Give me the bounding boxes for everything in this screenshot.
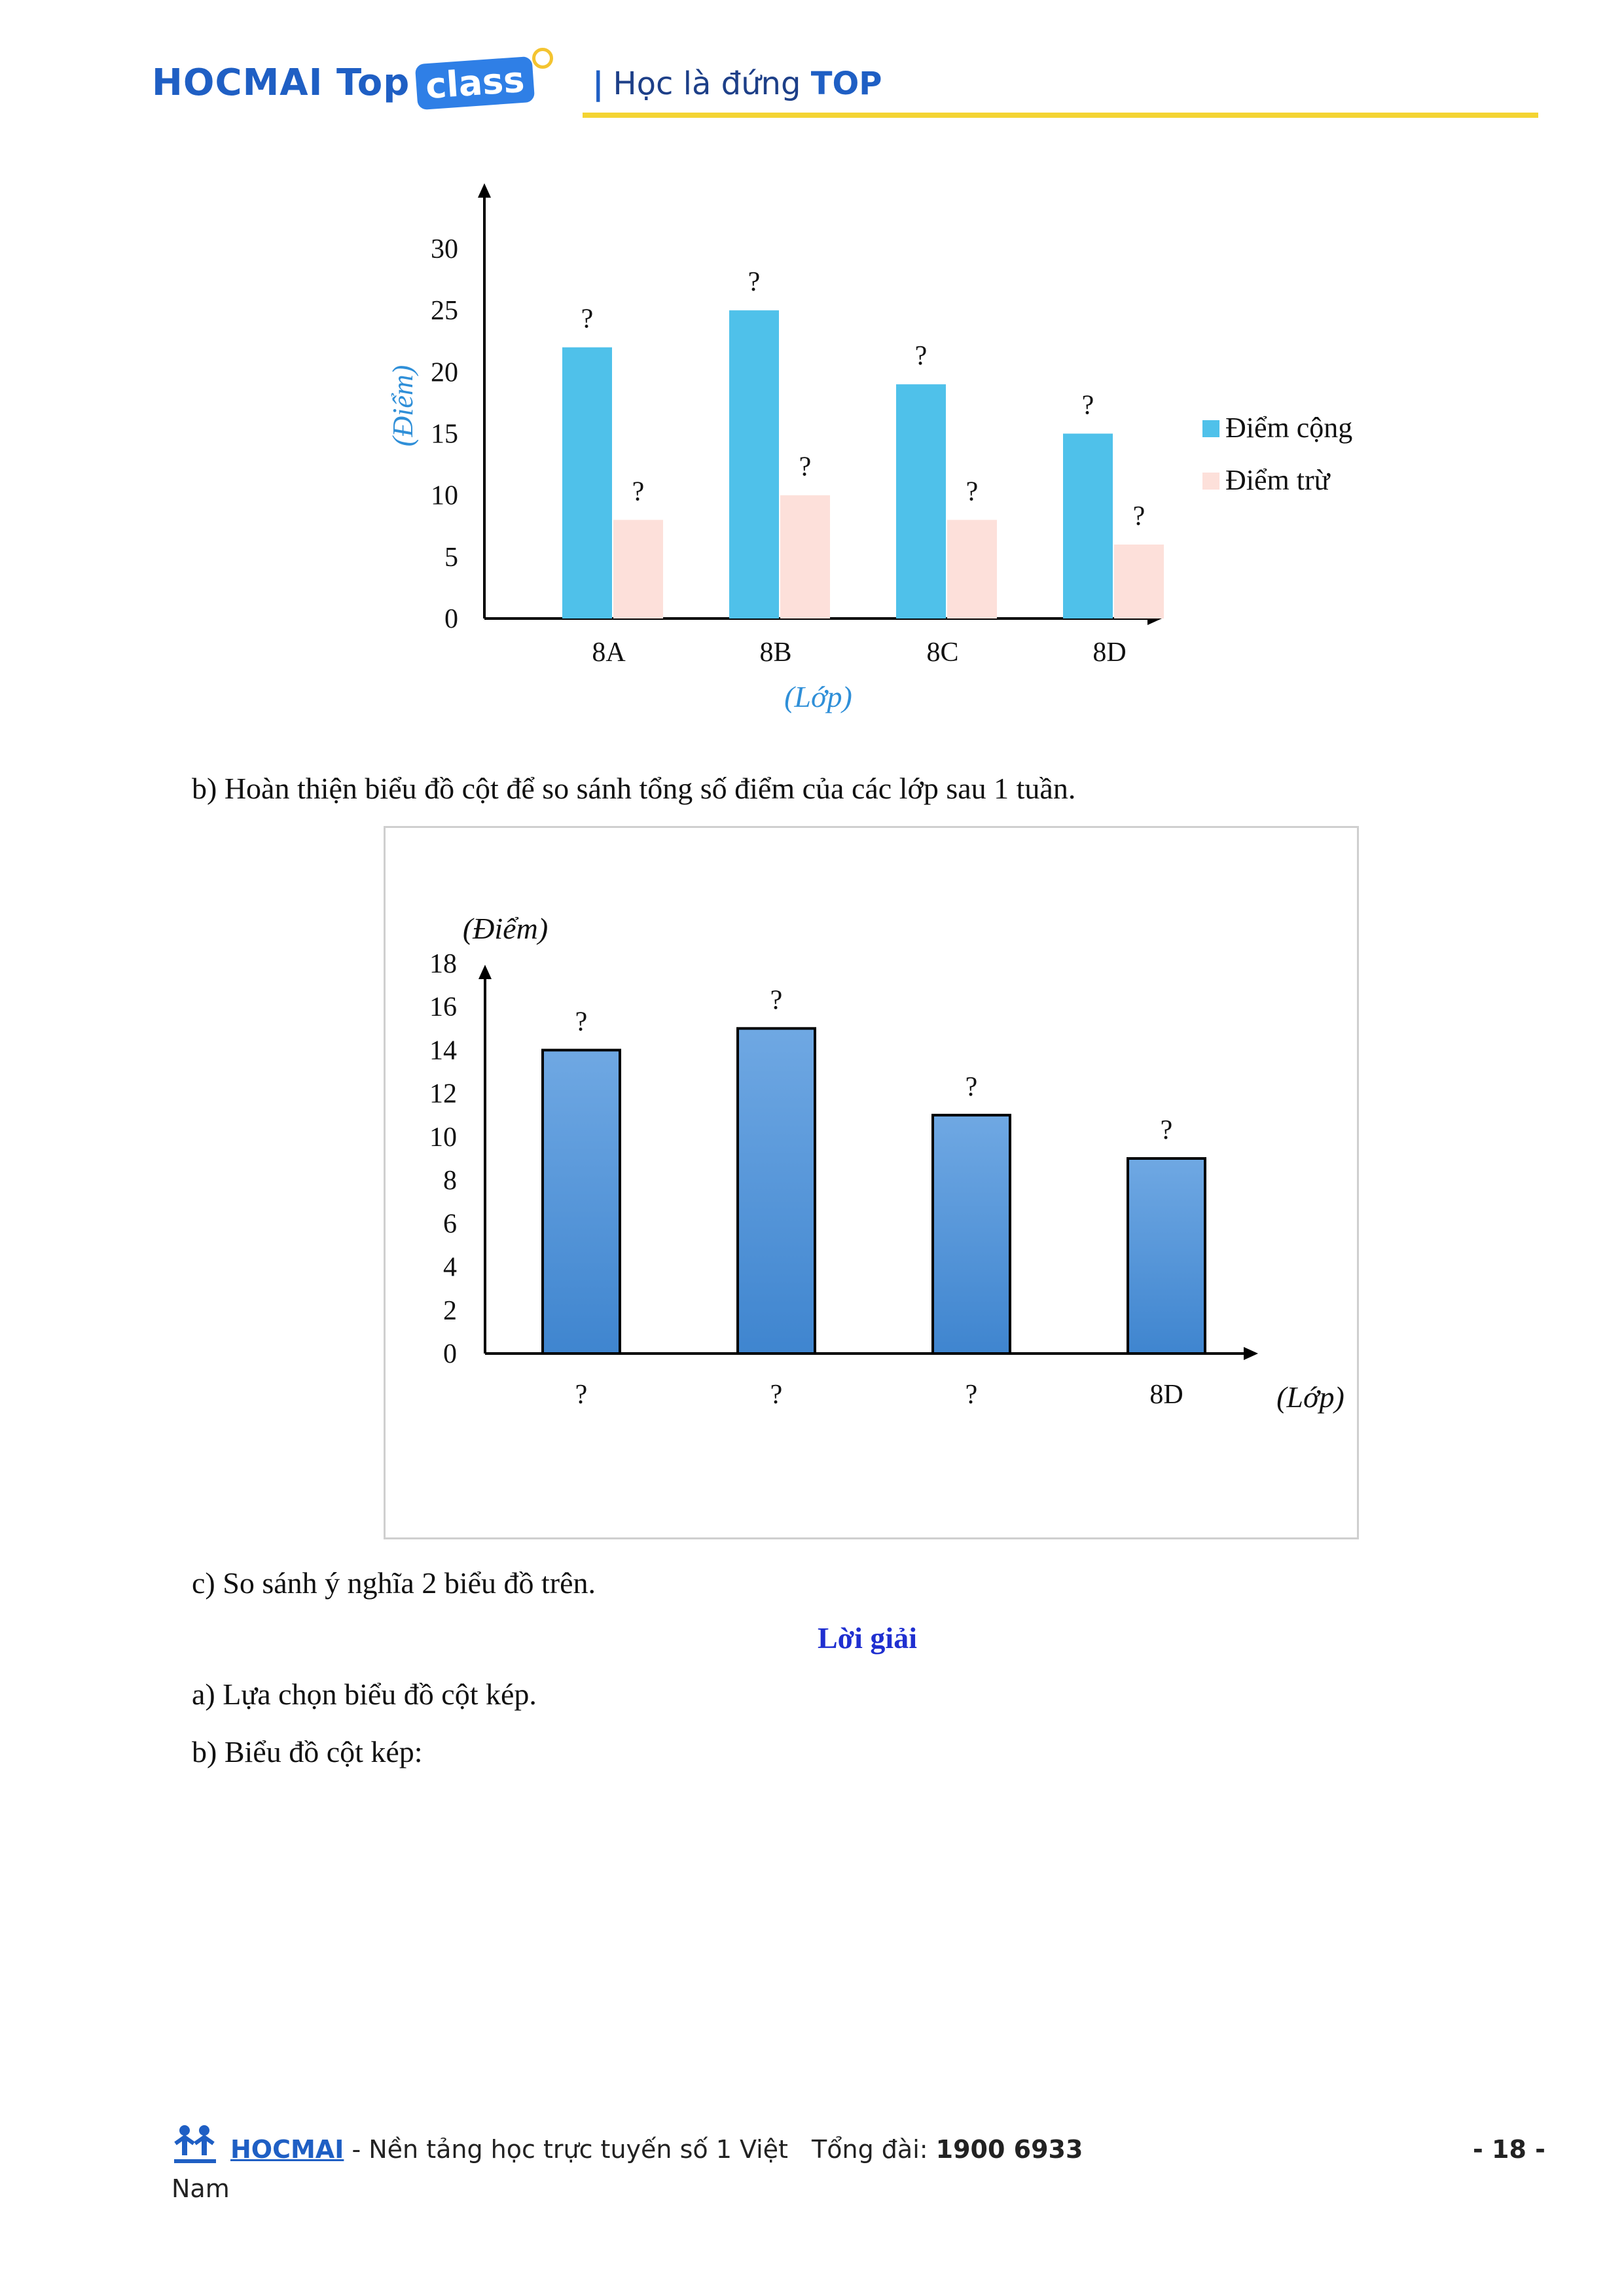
footer-line <box>230 2135 1083 2164</box>
chart1-category-label: 8B <box>759 637 792 668</box>
answer-part-a: a) Lựa chọn biểu đồ cột kép. <box>192 1677 537 1711</box>
chart1-bar-diem-cong <box>729 310 779 619</box>
chart2-y-tick-label: 8 <box>443 1166 457 1196</box>
sun-icon <box>532 48 553 69</box>
chart2-x-label: (Lớp) <box>1276 1380 1344 1414</box>
chart2-category-label: ? <box>965 1380 978 1410</box>
footer-tagline-wrap: Nam <box>171 2174 230 2203</box>
chart2-y-tick-label: 6 <box>443 1209 457 1240</box>
hocmai-footer-icon <box>171 2124 219 2170</box>
legend-swatch-diem-tru <box>1202 473 1219 490</box>
chart1-y-label: (Điểm) <box>387 365 419 447</box>
total-score-bar-chart <box>384 826 1359 1539</box>
chart2-y-label: (Điểm) <box>462 912 549 945</box>
chart1-data-label: ? <box>1132 501 1146 531</box>
legend-label-diem-cong: Điểm cộng <box>1225 412 1353 444</box>
chart2-y-tick-label: 2 <box>443 1295 457 1326</box>
chart2-y-arrow <box>478 965 492 979</box>
chart2-y-tick-label: 14 <box>429 1035 457 1066</box>
chart2-data-label: ? <box>770 985 783 1016</box>
footer-hotline: 1900 6933 <box>935 2135 1083 2164</box>
chart1-data-label: ? <box>632 476 645 507</box>
chart1-bar-diem-tru <box>780 495 830 619</box>
legend-label-diem-tru: Điểm trừ <box>1225 464 1330 496</box>
slogan-top: TOP <box>810 65 882 102</box>
question-part-b: b) Hoàn thiện biểu đồ cột để so sánh tổng số điểm của các lớp sau 1 tuần. <box>192 772 1076 805</box>
chart1-legend <box>1202 412 1352 496</box>
chart2-y-tick-label: 12 <box>429 1079 457 1109</box>
question-part-c: c) So sánh ý nghĩa 2 biểu đồ trên. <box>192 1566 596 1600</box>
chart2-data-label: ? <box>965 1071 978 1102</box>
chart2-bar <box>543 1050 620 1354</box>
legend-swatch-diem-cong <box>1202 420 1219 437</box>
chart2-y-tick-label: 16 <box>429 992 457 1023</box>
chart1-data-label: ? <box>965 476 979 507</box>
chart1-bar-diem-cong <box>562 348 612 619</box>
header-slogan <box>592 65 882 102</box>
solution-title: Lời giải <box>818 1621 917 1655</box>
chart2-y-tick-label: 0 <box>443 1339 457 1369</box>
chart1-y-tick-label: 0 <box>444 604 458 634</box>
answer-part-b: b) Biểu đồ cột kép: <box>192 1735 423 1768</box>
chart1-y-arrow <box>478 183 491 198</box>
chart2-data-label: ? <box>575 1007 588 1037</box>
page-number: - 18 - <box>1473 2135 1545 2164</box>
chart1-bar-diem-tru <box>613 520 663 619</box>
chart2-data-label: ? <box>1160 1115 1173 1145</box>
chart1-y-tick-label: 20 <box>431 357 458 388</box>
chart2-y-tick-label: 10 <box>429 1122 457 1153</box>
chart2-category-label: ? <box>575 1380 588 1410</box>
chart1-bar-diem-cong <box>896 384 946 619</box>
logo-main-text: HOCMAI Top <box>152 62 410 104</box>
chart2-bar <box>738 1028 815 1354</box>
chart1-bar-diem-tru <box>1114 545 1164 619</box>
chart1-y-tick-label: 25 <box>431 296 458 327</box>
chart1-data-label: ? <box>1081 390 1094 421</box>
footer-tagline: - Nền tảng học trực tuyến số 1 Việt <box>344 2135 788 2164</box>
chart1-bar-diem-tru <box>947 520 997 619</box>
chart2-category-label: 8D <box>1149 1380 1183 1410</box>
chart2-bar <box>1128 1158 1205 1354</box>
chart2-category-label: ? <box>770 1380 783 1410</box>
chart1-y-tick-label: 30 <box>431 234 458 264</box>
chart2-y-tick-label: 4 <box>443 1252 457 1283</box>
logo-class-badge: class <box>415 56 535 110</box>
chart1-y-tick-label: 5 <box>444 542 458 573</box>
hocmai-topclass-logo <box>152 60 558 119</box>
chart1-bar-diem-cong <box>1063 434 1113 619</box>
footer-brand-link[interactable]: HOCMAI <box>230 2135 344 2164</box>
chart1-category-label: 8D <box>1092 637 1127 668</box>
slogan-prefix: Học là đứng <box>613 65 801 102</box>
double-bar-chart <box>367 164 1414 726</box>
chart1-x-label: (Lớp) <box>784 680 852 713</box>
footer-hotline-label: Tổng đài: <box>812 2135 928 2164</box>
chart2-bar <box>933 1115 1010 1354</box>
chart1-data-label: ? <box>914 341 928 372</box>
chart1-data-label: ? <box>748 267 761 298</box>
slogan-divider: | <box>592 65 604 102</box>
chart2-y-tick-label: 18 <box>429 949 457 979</box>
chart1-y-tick-label: 10 <box>431 480 458 511</box>
header-underline <box>583 113 1538 118</box>
chart2-x-arrow <box>1244 1347 1258 1360</box>
chart1-data-label: ? <box>581 304 594 334</box>
chart1-category-label: 8C <box>926 637 959 668</box>
chart1-category-label: 8A <box>592 637 626 668</box>
chart1-y-tick-label: 15 <box>431 419 458 450</box>
chart1-data-label: ? <box>799 452 812 482</box>
